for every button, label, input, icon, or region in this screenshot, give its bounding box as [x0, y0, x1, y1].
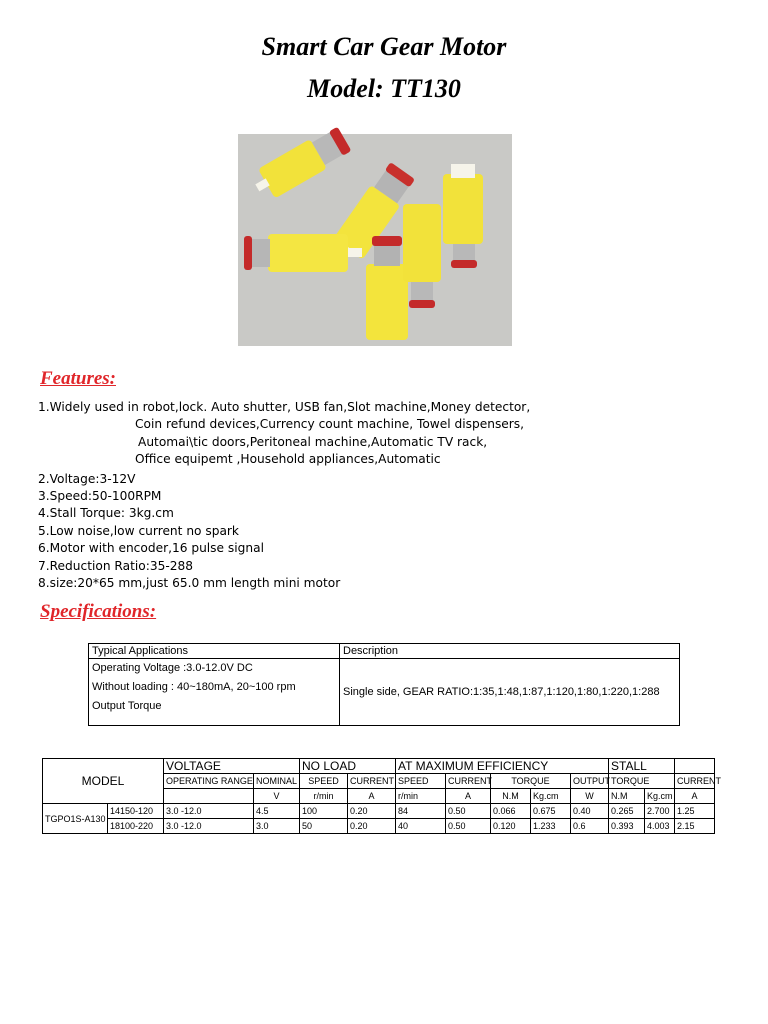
feature-item: 5.Low noise,low current no spark: [38, 524, 239, 538]
table-cell: 0.50: [446, 819, 491, 834]
table-cell: 1.25: [675, 804, 715, 819]
table-cell: 0.393: [609, 819, 645, 834]
table-cell: 14150-120: [108, 804, 164, 819]
table-cell: 40: [396, 819, 446, 834]
feature-item: 8.size:20*65 mm,just 65.0 mm length mini motor: [38, 576, 341, 590]
unit-rmin-2: r/min: [396, 789, 446, 804]
table-cell: 1.233: [531, 819, 571, 834]
unit-a-2: A: [446, 789, 491, 804]
table-cell: 2.700: [645, 804, 675, 819]
feature-item: 2.Voltage:3-12V: [38, 472, 136, 486]
table-cell: 0.265: [609, 804, 645, 819]
max-efficiency-group: AT MAXIMUM EFFICIENCY: [396, 759, 609, 774]
stall-group: STALL: [609, 759, 675, 774]
operating-range-header: OPERATING RANGE: [164, 774, 254, 789]
feature-item: Coin refund devices,Currency count machine, Towel dispensers,: [135, 417, 525, 431]
table-cell: 4.003: [645, 819, 675, 834]
unit-rmin: r/min: [300, 789, 348, 804]
feature-item: Automai\tic doors,Peritoneal machine,Automatic TV rack,: [138, 435, 488, 449]
feature-item: 1.Widely used in robot,lock. Auto shutter, USB fan,Slot machine,Money detector,: [38, 400, 531, 414]
model-header: MODEL: [43, 759, 164, 804]
page-title: Smart Car Gear Motor: [261, 32, 507, 61]
table-cell: 0.40: [571, 804, 609, 819]
specifications-heading: Specifications:: [40, 601, 157, 622]
applications-table: [88, 643, 680, 726]
no-load-speed-header: SPEED: [300, 774, 348, 789]
table-cell: 0.20: [348, 804, 396, 819]
feature-item: 3.Speed:50-100RPM: [38, 489, 162, 503]
output-header: OUTPUT: [571, 774, 609, 789]
table-cell: 3.0 -12.0: [164, 819, 254, 834]
unit-kgcm: Kg.cm: [531, 789, 571, 804]
table-cell: 3.0 -12.0: [164, 804, 254, 819]
table-cell: 0.50: [446, 804, 491, 819]
no-load-group: NO LOAD: [300, 759, 396, 774]
operating-voltage-text: Operating Voltage :3.0-12.0V DC: [92, 662, 253, 674]
model-title: Model: TT130: [307, 74, 461, 103]
eff-current-header: CURRENT: [446, 774, 491, 789]
nominal-header: NOMINAL: [254, 774, 300, 789]
feature-item: 4.Stall Torque: 3kg.cm: [38, 506, 174, 520]
table-cell: 0.675: [531, 804, 571, 819]
table-cell: 100: [300, 804, 348, 819]
no-load-current-header: CURRENT: [348, 774, 396, 789]
applications-cell: [89, 659, 340, 726]
feature-item: 6.Motor with encoder,16 pulse signal: [38, 541, 264, 555]
table-cell: 4.5: [254, 804, 300, 819]
table-cell: 2.15: [675, 819, 715, 834]
unit-a-3: A: [675, 789, 715, 804]
unit-a: A: [348, 789, 396, 804]
table-cell: 3.0: [254, 819, 300, 834]
description-header: Description: [340, 644, 680, 659]
unit-nm-2: N.M: [609, 789, 645, 804]
feature-item: Office equipemt ,Household appliances,Automatic: [135, 452, 441, 466]
stall-current-header: CURRENT: [675, 774, 715, 789]
output-torque-text: Output Torque: [92, 700, 162, 712]
table-cell: 84: [396, 804, 446, 819]
unit-nm: N.M: [491, 789, 531, 804]
spec-table: [42, 758, 722, 834]
eff-speed-header: SPEED: [396, 774, 446, 789]
table-cell: 0.120: [491, 819, 531, 834]
voltage-group: VOLTAGE: [164, 759, 300, 774]
no-load-text: Without loading : 40~180mA, 20~100 rpm: [92, 681, 296, 693]
table-cell: 0.066: [491, 804, 531, 819]
table-cell: 50: [300, 819, 348, 834]
applications-header: Typical Applications: [89, 644, 340, 659]
features-heading: Features:: [40, 368, 116, 389]
table-row: [43, 819, 715, 834]
feature-item: 7.Reduction Ratio:35-288: [38, 559, 193, 573]
unit-v: V: [254, 789, 300, 804]
eff-torque-header: TORQUE: [491, 774, 571, 789]
stall-torque-header: TORQUE: [609, 774, 675, 789]
gear-motor-photo: [238, 134, 512, 346]
table-cell: 0.20: [348, 819, 396, 834]
model-name-cell: TGPO1S-A130: [43, 804, 108, 834]
description-cell: Single side, GEAR RATIO:1:35,1:48,1:87,1:120,1:80,1:220,1:288: [340, 659, 680, 726]
table-row: [43, 804, 715, 819]
table-cell: 0.6: [571, 819, 609, 834]
unit-w: W: [571, 789, 609, 804]
table-cell: 18100-220: [108, 819, 164, 834]
unit-kgcm-2: Kg.cm: [645, 789, 675, 804]
